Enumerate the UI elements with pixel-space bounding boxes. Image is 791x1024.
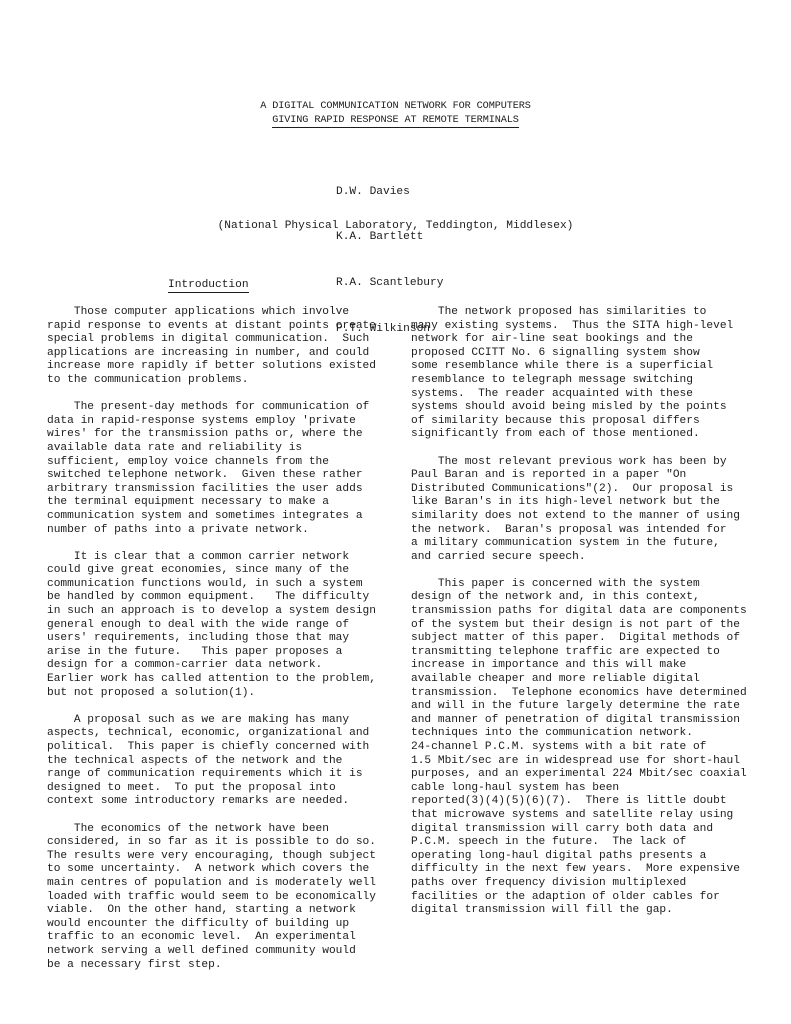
text-line: aspects, technical, economic, organizational and <box>47 727 370 740</box>
text-line: to some uncertainty. A network which covers the <box>47 863 370 876</box>
text-line: The economics of the network have been <box>47 822 329 835</box>
paper-title-line-1: A DIGITAL COMMUNICATION NETWORK FOR COMPUTERS <box>260 101 531 112</box>
text-line: users' requirements, including those that may <box>47 632 350 645</box>
text-line: digital transmission will fill the gap. <box>411 904 673 917</box>
text-line: designed to meet. To put the proposal into <box>47 781 336 794</box>
text-line: Distributed Communications"(2). Our proposal is <box>411 482 734 495</box>
text-line: cable long-haul system has been <box>411 781 620 794</box>
text-line: 24-channel P.C.M. systems with a bit rate of <box>411 741 707 753</box>
text-line: increase in importance and this will make <box>411 659 687 672</box>
paragraph <box>411 456 751 565</box>
text-line: purposes, and an experimental 224 Mbit/sec coaxial <box>411 768 747 781</box>
text-line: design of the network and, in this context, <box>411 591 700 604</box>
section-heading: Introduction <box>168 279 249 291</box>
text-line: available data rate and reliability is <box>47 441 303 454</box>
text-line: design for a common-carrier data network. <box>47 659 323 672</box>
left-column <box>47 306 387 986</box>
author: R.A. Scantlebury <box>336 277 444 290</box>
text-line: reported(3)(4)(5)(6)(7). There is little doubt <box>411 795 727 808</box>
text-line: A proposal such as we are making has many <box>47 713 350 726</box>
paragraph <box>47 306 387 388</box>
text-line: facilities or the adaption of older cables for <box>411 890 720 903</box>
text-line: transmission. Telephone economics have determined <box>411 686 747 699</box>
text-line: 1.5 Mbit/sec are in widespread use for short-haul <box>411 754 740 767</box>
text-line: applications are increasing in number, and could <box>47 346 370 359</box>
paragraph <box>47 714 387 809</box>
text-line: that microwave systems and satellite relay using <box>411 808 734 821</box>
paper-title-line-2-text: GIVING RAPID RESPONSE AT REMOTE TERMINALS <box>272 115 519 126</box>
text-line: increase more rapidly if better solutions existed <box>47 360 376 373</box>
text-line: considered, in so far as it is possible to do so. <box>47 836 376 849</box>
text-line: The present-day methods for communication of <box>47 401 370 414</box>
text-line: proposed CCITT No. 6 signalling system show <box>411 346 700 359</box>
text-line: The network proposed has similarities to <box>411 306 707 318</box>
text-line: This paper is concerned with the system <box>411 577 700 590</box>
text-line: It is clear that a common carrier network <box>47 550 350 563</box>
text-line: operating long-haul digital paths presents a <box>411 849 707 862</box>
text-line: some resemblance while there is a superficial <box>411 360 714 373</box>
text-line: communication system and sometimes integrates a <box>47 509 363 522</box>
paragraph <box>411 578 751 918</box>
text-line: systems should avoid being misled by the points <box>411 401 727 414</box>
text-line: main centres of population and is moderately well <box>47 876 376 889</box>
text-line: switched telephone network. Given these rather <box>47 469 363 482</box>
text-line: be a necessary first step. <box>47 958 222 971</box>
text-line: data in rapid-response systems employ 'private <box>47 414 356 427</box>
text-line: network for air-line seat bookings and the <box>411 333 693 346</box>
text-line: paths over frequency division multiplexed <box>411 876 687 889</box>
text-line: of the system but their design is not part of the <box>411 618 740 631</box>
text-line: a military communication system in the future, <box>411 537 720 550</box>
text-line: general enough to deal with the wide range of <box>47 618 350 631</box>
text-line: arbitrary transmission facilities the user adds <box>47 482 363 495</box>
text-line: systems. The reader acquainted with these <box>411 387 693 400</box>
text-line: to the communication problems. <box>47 373 249 386</box>
text-line: Earlier work has called attention to the problem, <box>47 673 376 686</box>
text-line: techniques into the communication network. <box>411 727 693 740</box>
text-line: and carried secure speech. <box>411 550 586 563</box>
author: D.W. Davies <box>336 185 410 198</box>
text-line: significantly from each of those mentioned. <box>411 428 700 441</box>
text-line: transmission paths for digital data are components <box>411 605 747 618</box>
text-line: the technical aspects of the network and the <box>47 754 343 767</box>
text-line: wires' for the transmission paths or, where the <box>47 428 363 441</box>
text-line: similarity does not extend to the manner of using <box>411 509 740 522</box>
text-line: could give great economies, since many of the <box>47 564 350 577</box>
text-line: communication functions would, in such a system <box>47 577 363 590</box>
author: K.A. Bartlett <box>336 231 424 244</box>
text-line: digital transmission will carry both data and <box>411 822 714 835</box>
text-line: would encounter the difficulty of building up <box>47 917 350 930</box>
text-line: resemblance to telegraph message switching <box>411 373 693 386</box>
text-line: number of paths into a private network. <box>47 523 309 536</box>
text-line: and manner of penetration of digital transmission <box>411 713 740 726</box>
text-line: sufficient, employ voice channels from the <box>47 455 329 468</box>
affiliation: (National Physical Laboratory, Teddington, Middlesex) <box>217 220 574 232</box>
text-line: of similarity because this proposal differs <box>411 414 700 427</box>
text-line: range of communication requirements which it is <box>47 768 363 781</box>
text-line: The most relevant previous work has been by <box>411 455 727 468</box>
text-line: the network. Baran's proposal was intended for <box>411 523 727 536</box>
text-line: transmitting telephone traffic are expected to <box>411 645 720 658</box>
text-line: P.C.M. speech in the future. The lack of <box>411 836 687 849</box>
text-line: viable. On the other hand, starting a network <box>47 904 356 917</box>
text-line: rapid response to events at distant points create <box>47 319 376 332</box>
text-line: like Baran's in its high-level network but the <box>411 496 720 509</box>
paragraph <box>47 401 387 537</box>
right-column <box>411 306 751 931</box>
text-line: the terminal equipment necessary to make a <box>47 496 329 509</box>
text-line: in such an approach is to develop a system design <box>47 605 376 618</box>
text-line: and will in the future largely determine the rate <box>411 700 740 713</box>
text-line: difficulty in the next few years. More expensive <box>411 863 740 876</box>
text-line: The results were very encouraging, though subject <box>47 849 376 862</box>
text-line: political. This paper is chiefly concerned with <box>47 741 370 753</box>
paragraph <box>47 551 387 701</box>
text-line: Those computer applications which involve <box>47 306 350 318</box>
text-line: but not proposed a solution(1). <box>47 686 256 699</box>
text-line: Paul Baran and is reported in a paper "On <box>411 469 687 482</box>
text-line: loaded with traffic would seem to be economically <box>47 890 376 903</box>
text-line: many existing systems. Thus the SITA high-level <box>411 319 734 332</box>
paragraph <box>411 306 751 442</box>
text-line: available cheaper and more reliable digital <box>411 673 700 686</box>
text-line: subject matter of this paper. Digital methods of <box>411 632 740 645</box>
text-line: be handled by common equipment. The difficulty <box>47 591 370 604</box>
text-line: traffic to an economic level. An experimental <box>47 931 356 944</box>
text-line: arise in the future. This paper proposes a <box>47 645 343 658</box>
paragraph <box>47 823 387 973</box>
text-line: context some introductory remarks are needed. <box>47 795 350 808</box>
text-line: special problems in digital communication. Such <box>47 333 370 346</box>
paper-title-line-2 <box>0 115 791 126</box>
text-line: network serving a well defined community would <box>47 944 356 957</box>
author: P.T. Wilkinson <box>336 323 430 336</box>
